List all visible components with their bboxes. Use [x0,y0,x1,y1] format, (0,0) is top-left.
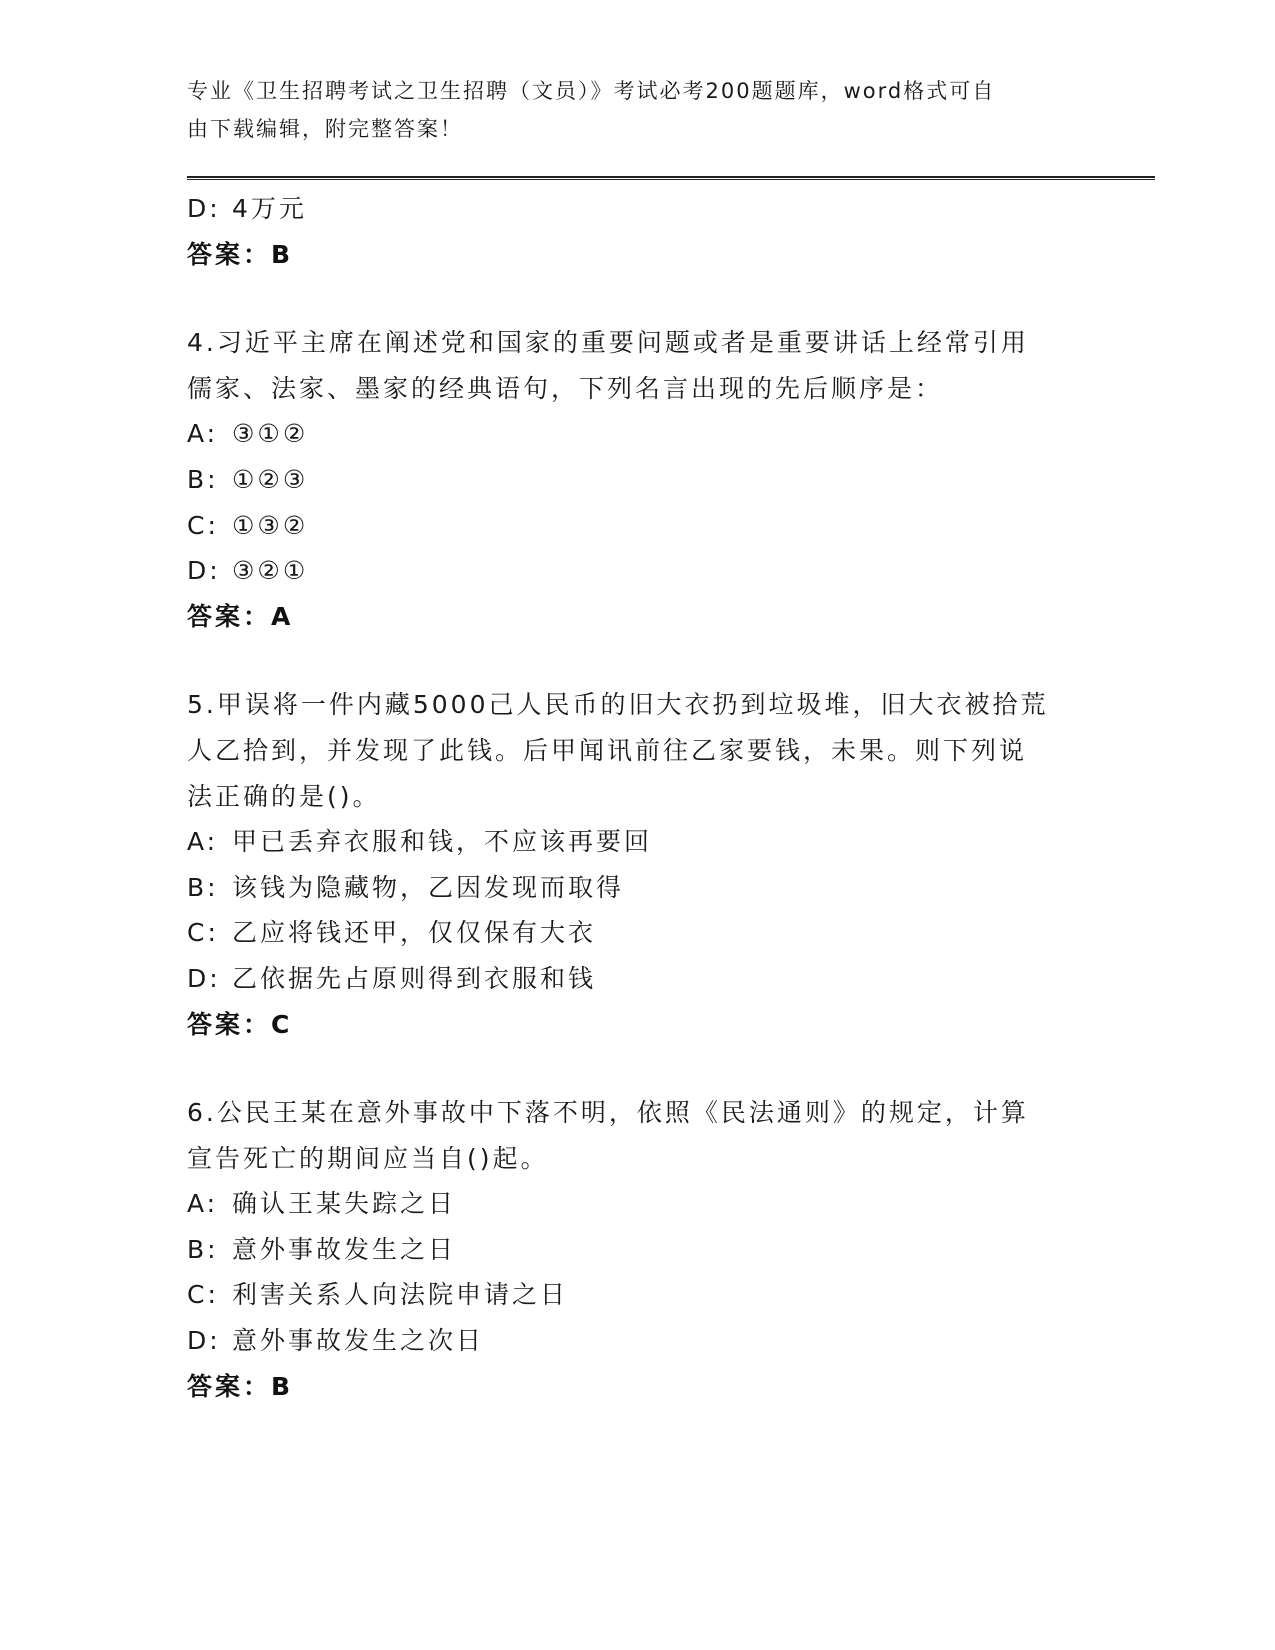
option-text: 乙应将钱还甲，仅仅保有大衣 [232,918,597,948]
option-letter: B: [187,464,219,494]
option-d [187,548,1087,594]
option-text: ①②③ [232,464,309,494]
question-text-line: 6.公民王某在意外事故中下落不明，依照《民法通则》的规定，计算 [187,1098,1029,1128]
option-b [187,457,1087,503]
option-text: ③②① [232,556,309,586]
option-letter: B: [187,1234,219,1264]
carryover-block [187,186,1087,277]
option-text: 意外事故发生之次日 [232,1326,485,1356]
answer-line: 答案：A [187,601,294,631]
option-letter: D: [187,194,221,223]
option-letter: C: [187,1280,219,1310]
option-letter: D: [187,963,221,993]
question-text-line: 人乙拾到，并发现了此钱。后甲闻讯前往乙家要钱，未果。则下列说 [187,735,1028,765]
option-text: 乙依据先占原则得到衣服和钱 [232,963,597,993]
option-c [187,503,1087,549]
header-divider [187,176,1155,180]
option-letter: C: [187,510,219,540]
question-6 [187,1090,1087,1409]
question-text-line: 5.甲误将一件内藏5000己人民币的旧大衣扔到垃圾堆，旧大衣被拾荒 [187,690,1049,720]
option-letter: B: [187,872,219,902]
document-body [187,186,1087,1409]
question-text-line: 4.习近平主席在阐述党和国家的重要问题或者是重要讲话上经常引用 [187,328,1029,358]
option-text: ③①② [232,419,309,449]
option-text: 确认王某失踪之日 [232,1189,457,1219]
option-text: 利害关系人向法院申请之日 [232,1280,569,1310]
question-4 [187,320,1087,639]
option-text: 意外事故发生之日 [232,1234,457,1264]
option-d [187,186,1087,232]
answer-line: 答案：B [187,1371,294,1401]
option-d [187,956,1087,1002]
option-text: 甲已丢弃衣服和钱，不应该再要回 [232,827,653,857]
answer-line: 答案：B [187,239,294,269]
question-text-line: 儒家、法家、墨家的经典语句，下列名言出现的先后顺序是： [187,373,944,403]
option-a [187,819,1087,865]
option-text: ①③② [232,510,309,540]
answer-line: 答案：C [187,1009,293,1039]
option-text: 4万元 [232,194,307,223]
option-d [187,1318,1087,1364]
option-letter: A: [187,827,219,857]
option-text: 该钱为隐藏物，乙因发现而取得 [232,872,625,902]
question-text-line: 法正确的是()。 [187,781,381,811]
option-b [187,1227,1087,1273]
option-a [187,411,1087,457]
question-text-line: 宣告死亡的期间应当自()起。 [187,1143,549,1173]
option-letter: D: [187,1326,221,1356]
option-c [187,1272,1087,1318]
option-a [187,1181,1087,1227]
option-letter: A: [187,1189,219,1219]
option-letter: C: [187,918,219,948]
document-header [187,72,1067,148]
option-b [187,865,1087,911]
header-title-line-2: 由下载编辑，附完整答案！ [187,117,463,141]
option-letter: D: [187,556,221,586]
question-5 [187,682,1087,1047]
header-title-line-1: 专业《卫生招聘考试之卫生招聘（文员）》考试必考200题题库，word格式可自 [187,79,996,103]
option-letter: A: [187,419,219,449]
option-c [187,910,1087,956]
